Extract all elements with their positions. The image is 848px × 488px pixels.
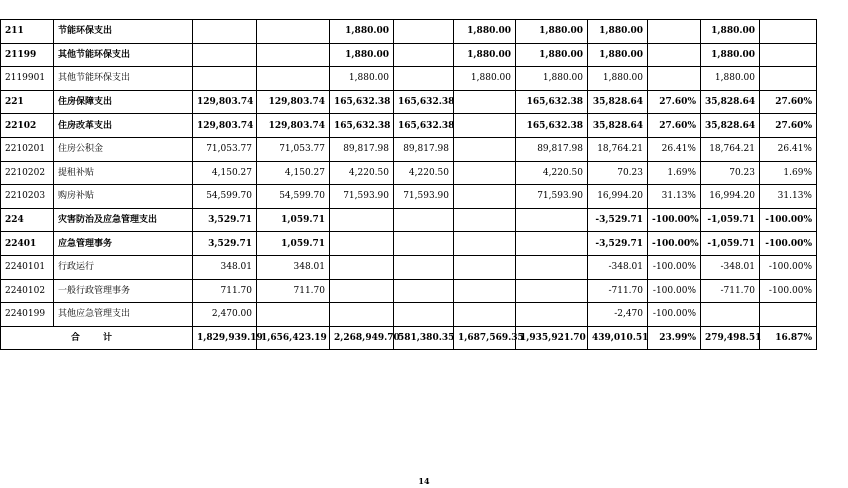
value-cell: 54,599.70 [193,185,257,209]
value-cell [193,43,257,67]
value-cell: 18,764.21 [588,137,648,161]
value-cell: -100.00% [760,279,817,303]
value-cell [193,20,257,44]
value-cell: 4,220.50 [394,161,454,185]
value-cell [454,208,516,232]
value-cell: -1,059.71 [701,208,760,232]
value-cell [516,255,588,279]
value-cell: 1,880.00 [701,20,760,44]
value-cell: 70.23 [701,161,760,185]
value-cell [394,255,454,279]
value-cell: 1,059.71 [257,232,330,256]
value-cell [330,279,394,303]
value-cell: -100.00% [648,232,701,256]
value-cell: 129,803.74 [193,114,257,138]
value-cell: 27.60% [760,114,817,138]
value-cell: 1.69% [760,161,817,185]
value-cell: 35,828.64 [588,90,648,114]
value-cell: 1,880.00 [454,43,516,67]
value-cell: -348.01 [588,255,648,279]
value-cell [454,137,516,161]
value-cell [760,43,817,67]
value-cell [193,67,257,91]
subject-code-cell: 2119901 [1,67,54,91]
value-cell: 1,880.00 [454,67,516,91]
value-cell: 27.60% [760,90,817,114]
value-cell: -100.00% [760,208,817,232]
value-cell: 31.13% [760,185,817,209]
total-value-cell: 439,010.51 [588,326,648,350]
value-cell [454,185,516,209]
subject-code-cell: 21199 [1,43,54,67]
value-cell: 26.41% [648,137,701,161]
value-cell: -711.70 [588,279,648,303]
subject-name-cell: 住房公积金 [54,137,193,161]
subject-code-cell: 2240102 [1,279,54,303]
subject-code-cell: 2210201 [1,137,54,161]
value-cell [330,255,394,279]
subject-name-cell: 行政运行 [54,255,193,279]
value-cell: 1,880.00 [454,20,516,44]
value-cell: 3,529.71 [193,232,257,256]
subject-name-cell: 购房补贴 [54,185,193,209]
subject-name-cell: 提租补贴 [54,161,193,185]
value-cell: 71,053.77 [257,137,330,161]
value-cell: 1,880.00 [330,67,394,91]
value-cell: 711.70 [257,279,330,303]
value-cell: 129,803.74 [257,114,330,138]
value-cell: 27.60% [648,90,701,114]
value-cell: 16,994.20 [588,185,648,209]
value-cell: 165,632.38 [394,114,454,138]
subject-name-cell: 住房改革支出 [54,114,193,138]
value-cell: 89,817.98 [394,137,454,161]
value-cell: 35,828.64 [701,114,760,138]
table-row [1,185,817,209]
value-cell: 89,817.98 [516,137,588,161]
table-row [1,161,817,185]
table-row [1,208,817,232]
value-cell [394,43,454,67]
value-cell: 35,828.64 [701,90,760,114]
value-cell [516,232,588,256]
value-cell [454,255,516,279]
subject-name-cell: 节能环保支出 [54,20,193,44]
value-cell: -711.70 [701,279,760,303]
value-cell [257,43,330,67]
value-cell: 70.23 [588,161,648,185]
value-cell: 165,632.38 [330,114,394,138]
value-cell: 4,150.27 [193,161,257,185]
value-cell: 71,593.90 [330,185,394,209]
value-cell: 1,880.00 [516,20,588,44]
value-cell: -100.00% [760,255,817,279]
value-cell: 31.13% [648,185,701,209]
value-cell: 71,593.90 [394,185,454,209]
value-cell: 54,599.70 [257,185,330,209]
value-cell: 4,220.50 [330,161,394,185]
subject-name-cell: 住房保障支出 [54,90,193,114]
subject-code-cell: 2210202 [1,161,54,185]
value-cell [330,303,394,327]
value-cell: 1,880.00 [516,67,588,91]
table-row [1,20,817,44]
value-cell: -100.00% [648,279,701,303]
table-row [1,279,817,303]
value-cell: 1.69% [648,161,701,185]
subject-code-cell: 224 [1,208,54,232]
value-cell: 348.01 [193,255,257,279]
value-cell: 1,059.71 [257,208,330,232]
value-cell [257,20,330,44]
value-cell [648,43,701,67]
value-cell: 1,880.00 [588,43,648,67]
page-number: 14 [418,476,430,486]
value-cell: 165,632.38 [516,90,588,114]
subject-code-cell: 2240101 [1,255,54,279]
value-cell: 89,817.98 [330,137,394,161]
value-cell: -100.00% [760,232,817,256]
subject-code-cell: 221 [1,90,54,114]
value-cell: -100.00% [648,208,701,232]
value-cell [454,232,516,256]
value-cell: 711.70 [193,279,257,303]
value-cell [330,232,394,256]
total-value-cell: 2,268,949.70 [330,326,394,350]
value-cell: 4,220.50 [516,161,588,185]
value-cell: 4,150.27 [257,161,330,185]
total-value-cell: 1,935,921.70 [516,326,588,350]
subject-name-cell: 一般行政管理事务 [54,279,193,303]
value-cell [394,20,454,44]
value-cell: 348.01 [257,255,330,279]
value-cell [760,20,817,44]
total-value-cell: 16.87% [760,326,817,350]
value-cell [394,232,454,256]
subject-code-cell: 2210203 [1,185,54,209]
value-cell: 26.41% [760,137,817,161]
value-cell: 1,880.00 [701,43,760,67]
table-row [1,137,817,161]
value-cell: -348.01 [701,255,760,279]
value-cell [454,90,516,114]
budget-table [0,19,817,350]
total-value-cell: 1,829,939.19 [193,326,257,350]
table-body [1,20,817,350]
table-row [1,114,817,138]
value-cell [760,303,817,327]
value-cell: -100.00% [648,303,701,327]
value-cell: 165,632.38 [394,90,454,114]
total-value-cell: 1,656,423.19 [257,326,330,350]
value-cell: 129,803.74 [257,90,330,114]
value-cell [454,303,516,327]
value-cell: 165,632.38 [330,90,394,114]
value-cell: 1,880.00 [516,43,588,67]
value-cell: -3,529.71 [588,208,648,232]
subject-code-cell: 211 [1,20,54,44]
subject-name-cell: 灾害防治及应急管理支出 [54,208,193,232]
value-cell [454,114,516,138]
value-cell: -2,470 [588,303,648,327]
value-cell [454,279,516,303]
total-value-cell: 279,498.51 [701,326,760,350]
value-cell: -1,059.71 [701,232,760,256]
value-cell [394,67,454,91]
value-cell: 71,053.77 [193,137,257,161]
value-cell [760,67,817,91]
subject-code-cell: 22401 [1,232,54,256]
table-row [1,232,817,256]
value-cell: 16,994.20 [701,185,760,209]
value-cell: 3,529.71 [193,208,257,232]
total-value-cell: 23.99% [648,326,701,350]
total-label: 合 计 [1,326,193,350]
value-cell [394,279,454,303]
table-row [1,303,817,327]
total-row [1,326,817,350]
subject-name-cell: 其他节能环保支出 [54,67,193,91]
table-row [1,90,817,114]
subject-code-cell: 2240199 [1,303,54,327]
table-row [1,43,817,67]
value-cell: 1,880.00 [701,67,760,91]
value-cell [516,303,588,327]
value-cell [394,303,454,327]
value-cell [701,303,760,327]
value-cell: 27.60% [648,114,701,138]
value-cell [648,67,701,91]
subject-name-cell: 其他节能环保支出 [54,43,193,67]
value-cell: 129,803.74 [193,90,257,114]
table-row [1,255,817,279]
subject-name-cell: 其他应急管理支出 [54,303,193,327]
value-cell: 165,632.38 [516,114,588,138]
value-cell: 1,880.00 [588,20,648,44]
value-cell [257,303,330,327]
value-cell: 2,470.00 [193,303,257,327]
value-cell: 18,764.21 [701,137,760,161]
value-cell [257,67,330,91]
value-cell [454,161,516,185]
subject-code-cell: 22102 [1,114,54,138]
value-cell: 71,593.90 [516,185,588,209]
value-cell: 1,880.00 [588,67,648,91]
value-cell [516,279,588,303]
value-cell: -3,529.71 [588,232,648,256]
value-cell: -100.00% [648,255,701,279]
value-cell: 1,880.00 [330,20,394,44]
value-cell [394,208,454,232]
table-row [1,67,817,91]
value-cell [330,208,394,232]
value-cell [648,20,701,44]
value-cell [516,208,588,232]
total-value-cell: 581,380.35 [394,326,454,350]
subject-name-cell: 应急管理事务 [54,232,193,256]
value-cell: 35,828.64 [588,114,648,138]
total-value-cell: 1,687,569.35 [454,326,516,350]
value-cell: 1,880.00 [330,43,394,67]
